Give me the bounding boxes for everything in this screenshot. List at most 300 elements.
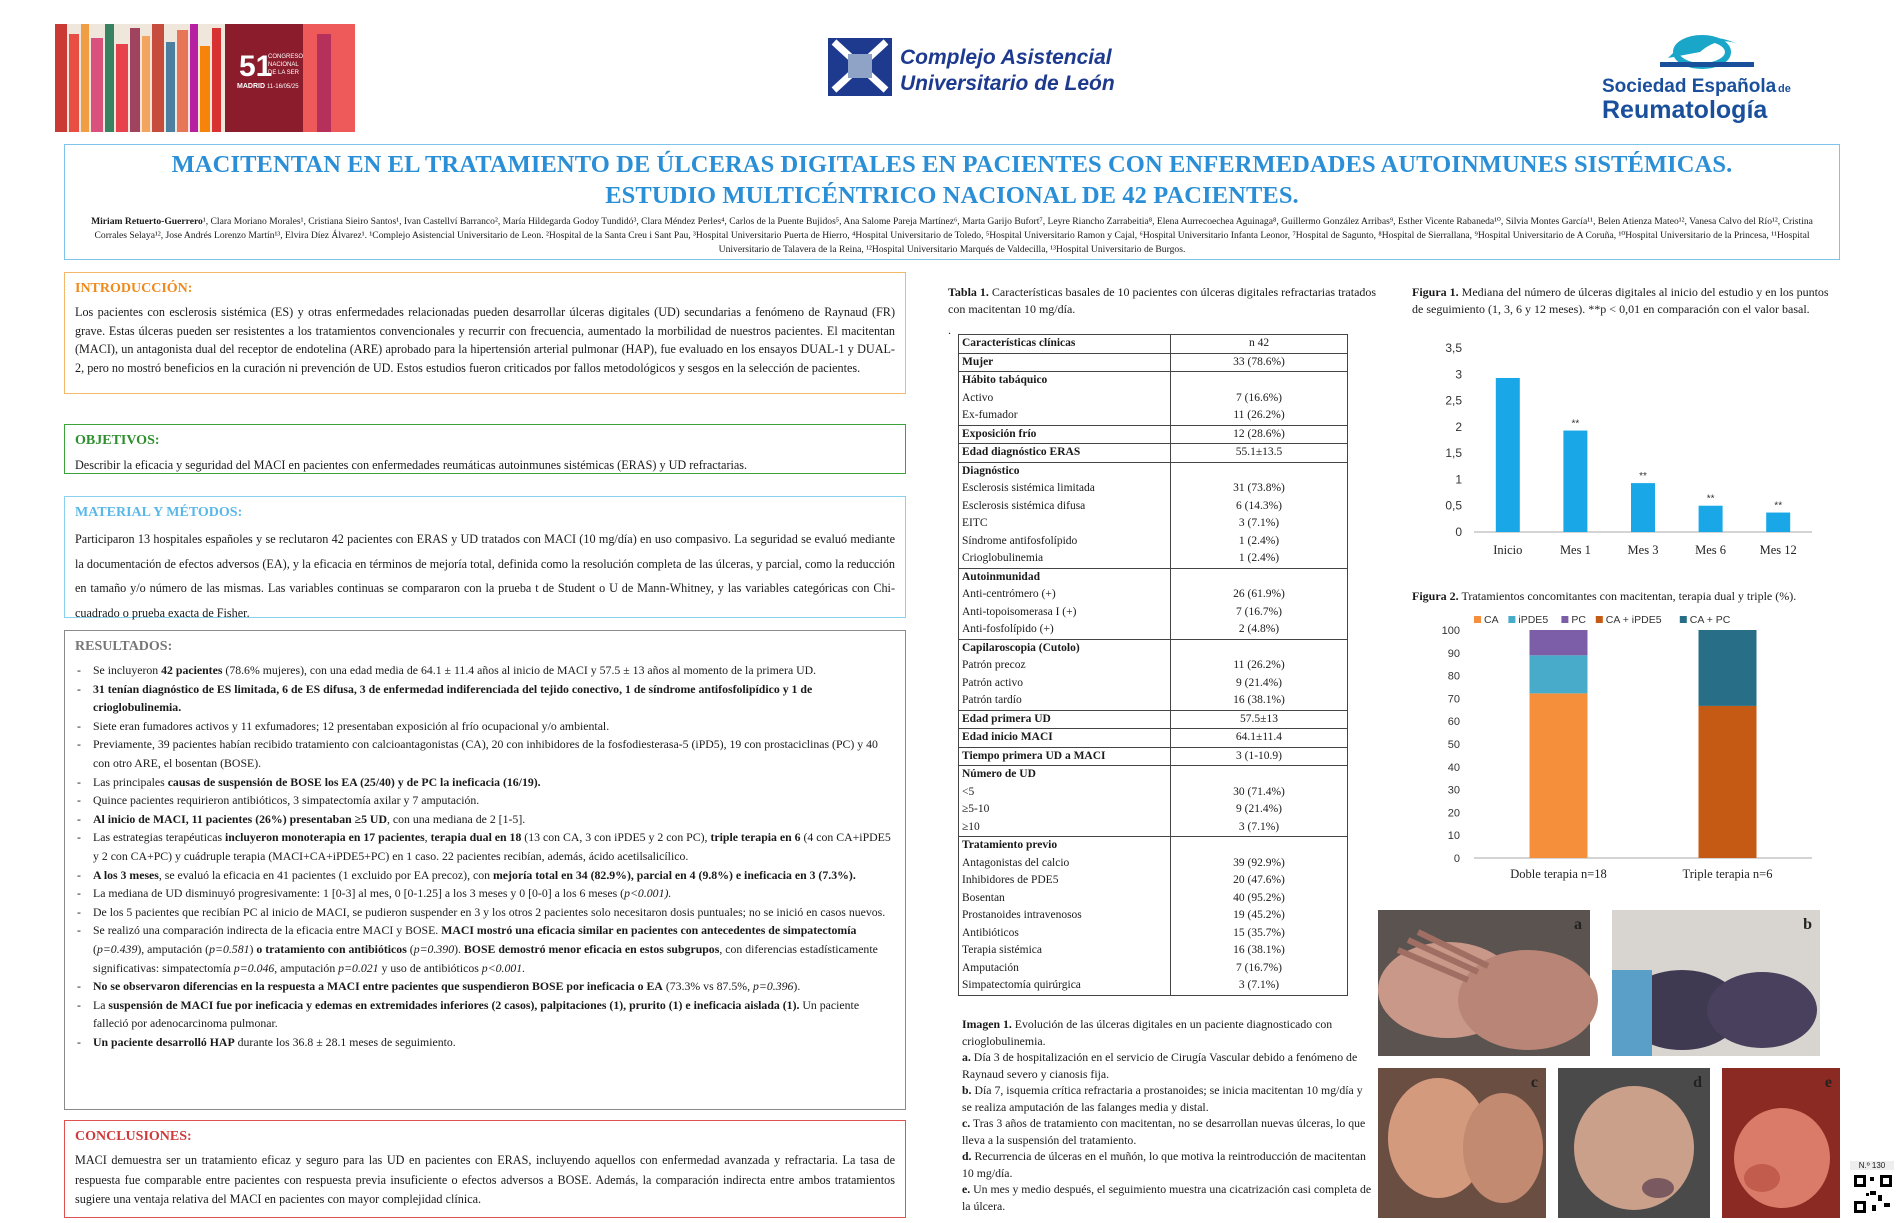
caul-logo-graphic [828, 34, 1115, 102]
y-tick-label: 100 [1441, 625, 1460, 637]
conclusiones-box [64, 1120, 906, 1218]
caul-line-2: Universitario de León [900, 72, 1115, 95]
result-text: Se incluyeron [93, 663, 162, 677]
table-row [959, 925, 1348, 943]
table-row [959, 621, 1348, 639]
result-text: mejoría total en 34 (82.9%), parcial en 4 (9.8%) e ineficacia en 3 (7.3%). [492, 867, 856, 882]
table-value [1171, 568, 1348, 586]
table-row [959, 729, 1348, 748]
table-row [959, 550, 1348, 568]
bar-annotation: ** [1774, 500, 1783, 512]
table-value: 19 (45.2%) [1171, 907, 1348, 925]
legend-swatch [1561, 616, 1568, 623]
table-row [959, 819, 1348, 837]
result-item [93, 791, 895, 810]
result-item [93, 903, 895, 922]
table-row [959, 462, 1348, 480]
conclusiones-text: MACI demuestra ser un tratamiento eficaz y seguro para las UD en pacientes con ERAS, incluyendo aquellos con enfermedad avanzada y refractaria. La tasa de respuesta fue comparable entre pacientes con respuesta previa insuficiente o efectos adversos a BOSE. Además, la comparación indirecta entre ambos tratamientos sugiere una ventaja relativa del MACI en pacientes con mayor complejidad clínica. [75, 1153, 895, 1206]
ser-line-1: Sociedad Española [1602, 76, 1777, 97]
table-value: 11 (26.2%) [1171, 407, 1348, 425]
tabla-caption [948, 284, 1388, 318]
result-text: Las estrategias terapéuticas [93, 830, 225, 845]
result-text: De los 5 pacientes que recibían PC al inicio de MACI, se pudieron suspender en 3 y los otros 2 pacientes solo necesitaron dosis puntuales; no se inició en casos nuevos. [93, 904, 886, 919]
tabla-caption-text: Características basales de 10 pacientes con úlceras digitales refractarias tratados con macitentan 10 mg/día. [948, 285, 1377, 316]
result-text: , [424, 830, 431, 845]
y-tick-label: 2 [1455, 419, 1462, 434]
y-tick-label: 1,5 [1445, 446, 1462, 461]
table-label: Bosentan [959, 890, 1171, 908]
result-item [93, 921, 895, 977]
table-label: Patrón tardío [959, 692, 1171, 710]
qr-code [1852, 1173, 1894, 1215]
objetivos-title: OBJETIVOS: [75, 433, 160, 448]
table-label: Síndrome antifosfolípido [959, 533, 1171, 551]
table-label: Diagnóstico [959, 462, 1171, 480]
table-row [959, 907, 1348, 925]
table-row [959, 855, 1348, 873]
table-value: 3 (7.1%) [1171, 515, 1348, 533]
table-value: 9 (21.4%) [1171, 675, 1348, 693]
stacked-bar-segment [1530, 693, 1588, 858]
result-item [93, 810, 895, 829]
table-label: ≥5-10 [959, 801, 1171, 819]
legend-swatch [1508, 616, 1515, 623]
y-tick-label: 3,5 [1445, 341, 1462, 355]
result-text: ( [406, 941, 414, 956]
legend-swatch [1474, 616, 1481, 623]
result-text: triple terapia en 6 [710, 830, 801, 845]
table-label: Crioglobulinemia [959, 550, 1171, 568]
table-row [959, 801, 1348, 819]
photo-d-graphic [1558, 1068, 1710, 1218]
table-row [959, 960, 1348, 978]
table-value: 3 (7.1%) [1171, 819, 1348, 837]
imagen-item-text: Recurrencia de úlceras en el muñón, lo que motiva la reintroducción de macitentan 10 mg/día. [962, 1149, 1366, 1180]
result-item [93, 735, 895, 772]
result-text: ). [454, 941, 464, 956]
figura1-caption-label: Figura 1. [1412, 285, 1459, 299]
table-label: Edad diagnóstico ERAS [959, 444, 1171, 463]
table-value: 3 (1-10.9) [1171, 747, 1348, 766]
photo-c-graphic [1378, 1068, 1546, 1218]
legend-label: CA + iPDE5 [1605, 614, 1662, 626]
table-row [959, 942, 1348, 960]
figura1-caption [1412, 284, 1842, 318]
photo-d [1558, 1068, 1710, 1218]
imagen-item-text: Un mes y medio después, el seguimiento muestra una cicatrización casi completa de la úlcera. [962, 1182, 1372, 1213]
title-box [64, 144, 1840, 260]
result-text: Siete eran fumadores activos y 11 exfumadores; 12 presentaban exposición al frío ocupacional y/o ambiental. [93, 718, 610, 733]
figura2-caption-text: Tratamientos concomitantes con macitentan, terapia dual y triple (%). [1458, 589, 1797, 603]
result-text: (73.3% vs 87.5%, [662, 979, 753, 994]
result-text: , con una mediana de 2 [1-5]. [386, 811, 526, 826]
bar [1563, 431, 1587, 532]
y-tick-label: 0,5 [1445, 498, 1462, 513]
table-row [959, 372, 1348, 390]
table-label: Anti-centrómero (+) [959, 586, 1171, 604]
y-tick-label: 50 [1447, 739, 1460, 751]
figura1-bar-chart [1412, 334, 1832, 564]
result-text: (4 con CA+iPDE5 y 2 con CA+PC) y cuádruple terapia (MACI+CA+iPDE5+PC) en 1 caso. 22 pacientes recibían, además, ácido acetilsalicílico. [93, 830, 891, 863]
table-value: 2 (4.8%) [1171, 621, 1348, 639]
bar-annotation: ** [1571, 418, 1580, 430]
imagen-item-text: Día 7, isquemia crítica refractaria a prostanoides; se inicia macitentan 10 mg/día y se realiza amputación de las falanges media y distal. [962, 1083, 1363, 1114]
table-label: Patrón activo [959, 675, 1171, 693]
photo-d-letter: d [1693, 1074, 1702, 1091]
stacked-bar-segment [1699, 706, 1757, 858]
table-label: Edad primera UD [959, 710, 1171, 729]
congreso-number: 51 [239, 50, 273, 83]
result-text: (78.6% mujeres), con una edad media de 64.1 ± 11.4 años al inicio de MACI y 57.5 ± 13 años al momento de la primera UD. [222, 663, 817, 677]
y-tick-label: 90 [1447, 647, 1460, 660]
result-item [93, 717, 895, 736]
result-text: Al inicio de MACI, 11 pacientes (26%) presentaban ≥5 UD [93, 811, 387, 826]
table-row [959, 639, 1348, 657]
intro-text: Los pacientes con esclerosis sistémica (ES) y otras enfermedades relacionadas pueden desarrollar úlceras digitales (UD) secundarias a fenómeno de Raynaud (FR) grave. Estas úlceras pueden ser resistentes a los tratamientos convencionales y recurrir con frecuencia, aumentado la morbilidad de nuestros pacientes. El macitentan (MACI), un antagonista dual del receptor de endotelina (ARE) aprobado para la hipertensión arterial pulmonar (HAP), fue evaluado en los ensayos DUAL-1 y DUAL-2, pero no mostró beneficios en la curación ni prevención de UD. Estos estudios fueron criticados por fallos metodológicos y sesgos en la selección de pacientes. [75, 305, 895, 375]
figura2-caption [1412, 588, 1862, 605]
y-tick-label: 3 [1455, 367, 1462, 382]
congreso-dates: 11-16/05/25 [267, 84, 299, 90]
result-text: p=0.046 [233, 960, 275, 975]
result-text: p<0.001. [481, 960, 526, 975]
result-text: p=0.021 [338, 960, 379, 975]
congreso-line-3: DE LA SER [268, 70, 300, 76]
table-value: 39 (92.9%) [1171, 855, 1348, 873]
result-text: 42 pacientes [161, 663, 223, 677]
table-value: 1 (2.4%) [1171, 533, 1348, 551]
poster-title-line-1: MACITENTAN EN EL TRATAMIENTO DE ÚLCERAS DIGITALES EN PACIENTES CON ENFERMEDADES AUTOINMUNES SISTÉMICAS. [171, 151, 1733, 178]
result-text: (13 con CA, 3 con iPDE5 y 2 con PC), [521, 830, 711, 845]
stacked-bar-segment [1530, 630, 1588, 655]
imagen-item [962, 1148, 1372, 1181]
result-item [93, 1033, 895, 1052]
ser-logo-graphic [1598, 22, 1798, 122]
result-text: , con diferencias estadísticamente significativas: simpatectomía [93, 941, 878, 975]
legend-swatch [1680, 616, 1687, 623]
table-label: Antagonistas del calcio [959, 855, 1171, 873]
result-text: ( [93, 941, 97, 956]
table-label: Terapia sistémica [959, 942, 1171, 960]
table-row [959, 890, 1348, 908]
table-value: 9 (21.4%) [1171, 801, 1348, 819]
table-label: Simpatectomía quirúrgica [959, 977, 1171, 995]
congreso-logo-graphic [55, 24, 355, 132]
result-text: durante los 36.8 ± 28.1 meses de seguimiento. [234, 1034, 456, 1049]
table-value: 16 (38.1%) [1171, 692, 1348, 710]
table-label: Activo [959, 390, 1171, 408]
intro-box [64, 272, 906, 394]
table-value: 7 (16.7%) [1171, 960, 1348, 978]
imagen-item-text: Tras 3 años de tratamiento con macitentan, no se desarrollan nuevas úlceras, lo que lleva a la suspensión del tratamiento. [962, 1116, 1366, 1147]
imagen-item-key: b. [962, 1083, 972, 1097]
imagen-item-key: d. [962, 1149, 972, 1163]
table-label: Número de UD [959, 766, 1171, 784]
bar [1631, 483, 1655, 532]
characteristics-table [958, 334, 1348, 996]
table-row [959, 568, 1348, 586]
imagen-item-key: a. [962, 1050, 971, 1064]
result-text: Se realizó una comparación indirecta de la eficacia entre MACI y BOSE. [93, 923, 442, 938]
x-tick-label: Triple terapia n=6 [1682, 867, 1773, 881]
imagen-item [962, 1115, 1372, 1148]
table-value: 26 (61.9%) [1171, 586, 1348, 604]
conclusiones-title: CONCLUSIONES: [75, 1129, 192, 1144]
result-text: ) [249, 941, 257, 956]
result-text: ), amputación ( [137, 941, 210, 956]
result-text: Las principales [93, 774, 168, 789]
result-text: La mediana de UD disminuyó progresivamente: 1 [0-3] al mes, 0 [0-1.25] a los 3 meses y 0 [0-0] a los 6 meses ( [93, 886, 625, 901]
y-tick-label: 1 [1455, 472, 1462, 487]
table-value: 12 (28.6%) [1171, 425, 1348, 444]
table-row [959, 747, 1348, 766]
congreso-line-1: CONGRESO [268, 54, 304, 60]
result-text: ). [793, 979, 801, 994]
table-value: 16 (38.1%) [1171, 942, 1348, 960]
table-row [959, 480, 1348, 498]
first-author: Miriam Retuerto-Guerrero [91, 216, 203, 227]
x-tick-label: Mes 3 [1627, 543, 1659, 557]
objetivos-box [64, 424, 906, 474]
table-row [959, 425, 1348, 444]
authors-rest: ¹, Clara Moriano Morales¹, Cristiana Sieiro Santos¹, Ivan Castellví Barranco², María Hildegarda Godoy Tundidó³, Clara Méndez Perles⁴, Carlos de la Puente Bujidos⁵, Ana Salome Pareja Martínez⁶, Marta Garijo Bufort⁷, Leyre Riancho Zarrabeitia⁸, Elena Aurrecoechea Aguinaga⁸, Guillermo González Arribas⁹, Esther Vicente Rabaneda¹⁰, Silvia Montes García¹¹, Belen Atienza Mateo¹², Vanesa Calvo del Río¹², Cristina Corrales Selaya¹², Jose Andrés Lorenzo Martín¹³, Elvira Díez Álvarez¹. ¹Complejo Asistencial Universitario de Leon. ²Hospital de la Santa Creu i Sant Pau, ³Hospital Universitario Puerta de Hierro, ⁴Hospital Universitario de Toledo, ⁵Hospital Universitario Ramon y Cajal, ⁶Hospital Universitario Infanta Leonor, ⁷Hospital de Sagunto, ⁸Hospital de Sierrallana, ⁹Hospital Universitario de A Coruña, ¹⁰Hospital Universitario de la Princesa, ¹¹Hospital Universitario de Talavera de la Reina, ¹²Hospital Universitario Marqués de Valdecilla, ¹³Hospital Universitario de Burgos. [94, 216, 1813, 255]
legend-label: CA [1484, 614, 1499, 626]
photo-e-letter: e [1824, 1074, 1832, 1091]
table-row [959, 657, 1348, 675]
bar-annotation: ** [1706, 493, 1715, 505]
y-tick-label: 2,5 [1445, 393, 1462, 408]
y-tick-label: 80 [1447, 670, 1460, 683]
x-tick-label: Mes 1 [1559, 543, 1591, 557]
result-item [93, 680, 895, 717]
photo-e [1722, 1068, 1840, 1218]
table-row [959, 675, 1348, 693]
table-value: 15 (35.7%) [1171, 925, 1348, 943]
result-text: Un paciente falleció por adenocarcinoma pulmonar. [93, 997, 860, 1031]
result-text: suspensión de MACI fue por ineficacia y edemas en extremidades inferiores (2 casos), palpitaciones (1), prurito (1) e ineficacia aislada (1). [108, 997, 800, 1012]
table-value [1171, 837, 1348, 855]
metodos-text: Participaron 13 hospitales españoles y se reclutaron 42 pacientes con ERAS y UD tratados con MACI (10 mg/día) en uso compasivo. La seguridad se evaluó mediante la documentación de efectos adversos (EA), y la eficacia en términos de mejoría total, definida como la resolución completa de las úlceras, y parcial, como la reducción en tamaño y/o número de las mismas. Las variables continuas se compararon con la prueba t de Student o U de Mann-Whitney, y las variables categóricas con Chi-cuadrado o prueba exacta de Fisher. [75, 532, 895, 620]
metodos-title: MATERIAL Y MÉTODOS: [75, 505, 243, 520]
result-text: terapia dual en 18 [430, 830, 522, 845]
objetivos-text: Describir la eficacia y seguridad del MACI en pacientes con enfermedades reumáticas autoinmunes sistémicas (ERAS) y UD refractarias. [75, 458, 748, 472]
result-text: causas de suspensión de BOSE los EA (25/40) y de PC la ineficacia (16/19). [167, 774, 541, 789]
authors [71, 215, 1833, 257]
imagen-item [962, 1181, 1372, 1214]
photo-b [1612, 910, 1820, 1056]
result-text: p=0.390 [413, 941, 455, 956]
ser-logo [1598, 22, 1798, 122]
y-tick-label: 0 [1453, 853, 1460, 865]
table-row [959, 335, 1348, 354]
y-tick-label: 10 [1447, 830, 1460, 843]
result-text: p<0.001). [624, 886, 672, 901]
photo-a-graphic [1378, 910, 1590, 1056]
result-item [93, 996, 895, 1033]
table-label: Antibióticos [959, 925, 1171, 943]
metodos-box [64, 496, 906, 618]
table-label: Esclerosis sistémica limitada [959, 480, 1171, 498]
table-label: <5 [959, 784, 1171, 802]
tabla-caption-label: Tabla 1. [948, 285, 989, 299]
table-row [959, 515, 1348, 533]
result-item [93, 977, 895, 996]
figura2-caption-label: Figura 2. [1412, 589, 1459, 603]
imagen-item-key: e. [962, 1182, 971, 1196]
table-label: Autoinmunidad [959, 568, 1171, 586]
table-label: Inhibidores de PDE5 [959, 872, 1171, 890]
imagen-item [962, 1082, 1372, 1115]
result-item [93, 866, 895, 885]
imagen-item [962, 1049, 1372, 1082]
result-text: p=0.439 [96, 941, 138, 956]
ser-de: de [1778, 83, 1791, 95]
resultados-list [75, 661, 895, 1051]
photo-a-letter: a [1574, 916, 1582, 933]
table-label: Exposición frío [959, 425, 1171, 444]
table-value [1171, 462, 1348, 480]
table-label: Características clínicas [959, 335, 1171, 354]
table-value: 7 (16.7%) [1171, 604, 1348, 622]
bar [1699, 506, 1723, 532]
result-text: , amputación [274, 960, 339, 975]
table-value [1171, 766, 1348, 784]
table-label: Capilaroscopia (Cutolo) [959, 639, 1171, 657]
result-text: MACI mostró una eficacia similar en pacientes con antecedentes de simpatectomía [441, 923, 857, 938]
table-row [959, 837, 1348, 855]
figura2-stacked-chart [1412, 610, 1832, 892]
result-text: p=0.581 [209, 941, 250, 956]
table-label: Ex-fumador [959, 407, 1171, 425]
table-row [959, 766, 1348, 784]
y-tick-label: 30 [1447, 784, 1460, 797]
imagen-caption-text: Evolución de las úlceras digitales en un paciente diagnosticado con crioglobulinemia. [962, 1017, 1333, 1048]
result-text: A los 3 meses [93, 867, 159, 882]
x-tick-label: Doble terapia n=18 [1510, 867, 1607, 881]
table-value: 6 (14.3%) [1171, 498, 1348, 516]
legend-swatch [1596, 616, 1603, 623]
result-text: No se observaron diferencias en la respuesta a MACI entre pacientes que suspendieron BOSE por ineficacia o EA [93, 979, 663, 994]
result-item [93, 884, 895, 903]
bar [1766, 513, 1790, 532]
photo-c-letter: c [1530, 1074, 1538, 1091]
imagen-caption [962, 1016, 1372, 1214]
table-label: Tratamiento previo [959, 837, 1171, 855]
table-value: 20 (47.6%) [1171, 872, 1348, 890]
imagen-caption-label: Imagen 1. [962, 1017, 1012, 1031]
x-tick-label: Mes 6 [1695, 543, 1727, 557]
resultados-box [64, 630, 906, 1110]
photo-b-graphic [1612, 910, 1820, 1056]
result-text: y uso de antibióticos [378, 960, 482, 975]
table-value: 55.1±13.5 [1171, 444, 1348, 463]
ser-line-2: Reumatología [1602, 96, 1768, 124]
table-label: Edad inicio MACI [959, 729, 1171, 748]
table-row [959, 604, 1348, 622]
table-label: Mujer [959, 353, 1171, 372]
tabla-dot: . [948, 323, 951, 337]
table-row [959, 977, 1348, 995]
imagen-items [962, 1049, 1372, 1214]
result-text: 31 tenían diagnóstico de ES limitada, 6 de ES difusa, 3 de enfermedad indiferenciada del tejido conectivo, 1 de síndrome antifosfolipídico y 1 de crioglobulinemia. [93, 681, 813, 715]
table-value: 57.5±13 [1171, 710, 1348, 729]
table-value: 40 (95.2%) [1171, 890, 1348, 908]
intro-title: INTRODUCCIÓN: [75, 281, 193, 296]
table-value [1171, 639, 1348, 657]
table-value [1171, 372, 1348, 390]
result-text: o tratamiento con antibióticos [256, 941, 407, 956]
photo-e-graphic [1722, 1068, 1840, 1218]
table-label: Patrón precoz [959, 657, 1171, 675]
table-label: Anti-topoisomerasa I (+) [959, 604, 1171, 622]
result-text: Previamente, 39 pacientes habían recibido tratamiento con calcioantagonistas (CA), 20 con inhibidores de la fosfodiesterasa-5 (iPD5), 19 con prostaciclinas (PC) y 40 con otro ARE, el bosentan (BOSE). [93, 737, 878, 770]
table-row [959, 586, 1348, 604]
table-label: Prostanoides intravenosos [959, 907, 1171, 925]
table-row [959, 498, 1348, 516]
figura1-caption-text: Mediana del número de úlceras digitales al inicio del estudio y en los puntos de seguimiento (1, 3, 6 y 12 meses). **p < 0,01 en comparación con el valor basal. [1412, 285, 1829, 316]
table-value: 11 (26.2%) [1171, 657, 1348, 675]
y-tick-label: 70 [1447, 693, 1460, 706]
imagen-item-text: Día 3 de hospitalización en el servicio de Cirugía Vascular debido a fenómeno de Raynaud severo y cianosis fija. [962, 1050, 1358, 1081]
table-label: ≥10 [959, 819, 1171, 837]
table-row [959, 710, 1348, 729]
result-text: incluyeron monoterapia en 17 pacientes [225, 830, 425, 845]
photo-c [1378, 1068, 1546, 1218]
x-tick-label: Mes 12 [1759, 543, 1797, 557]
table-row [959, 784, 1348, 802]
table-value: 30 (71.4%) [1171, 784, 1348, 802]
congreso-city: MADRID [237, 83, 265, 90]
table-label: Esclerosis sistémica difusa [959, 498, 1171, 516]
result-text: BOSE demostró menor eficacia en estos subgrupos [463, 941, 720, 956]
stacked-bar-segment [1699, 630, 1757, 706]
poster-title-line-2: ESTUDIO MULTICÉNTRICO NACIONAL DE 42 PACIENTES. [605, 182, 1299, 209]
table-label: Tiempo primera UD a MACI [959, 747, 1171, 766]
y-tick-label: 0 [1455, 525, 1462, 539]
table-value: 7 (16.6%) [1171, 390, 1348, 408]
table-row [959, 692, 1348, 710]
table-label: Anti-fosfolípido (+) [959, 621, 1171, 639]
table-value: n 42 [1171, 335, 1348, 354]
stacked-bar-segment [1530, 655, 1588, 693]
result-text: Quince pacientes requirieron antibióticos, 3 simpatectomía axilar y 7 amputación. [93, 793, 480, 808]
result-text: p=0.396 [752, 979, 794, 994]
table-row [959, 872, 1348, 890]
bar [1496, 378, 1520, 532]
table-value: 33 (78.6%) [1171, 353, 1348, 372]
photo-b-letter: b [1803, 916, 1812, 933]
bar-annotation: ** [1639, 471, 1647, 483]
legend-label: PC [1571, 614, 1586, 626]
table-row [959, 407, 1348, 425]
result-text: Un paciente desarrolló HAP [93, 1034, 235, 1049]
table-row [959, 533, 1348, 551]
table-value: 1 (2.4%) [1171, 550, 1348, 568]
imagen-item-key: c. [962, 1116, 971, 1130]
result-text: La [93, 997, 109, 1012]
resultados-title: RESULTADOS: [75, 639, 173, 654]
congreso-line-2: NACIONAL [268, 62, 299, 68]
y-tick-label: 20 [1447, 807, 1460, 820]
table-label: EITC [959, 515, 1171, 533]
table-value: 3 (7.1%) [1171, 977, 1348, 995]
result-item [93, 828, 895, 865]
legend-label: iPDE5 [1518, 614, 1549, 626]
table-label: Hábito tabáquico [959, 372, 1171, 390]
table-row [959, 444, 1348, 463]
congreso-logo [55, 24, 355, 132]
poster-number: N.º 130 [1850, 1161, 1894, 1170]
y-tick-label: 60 [1447, 716, 1460, 729]
